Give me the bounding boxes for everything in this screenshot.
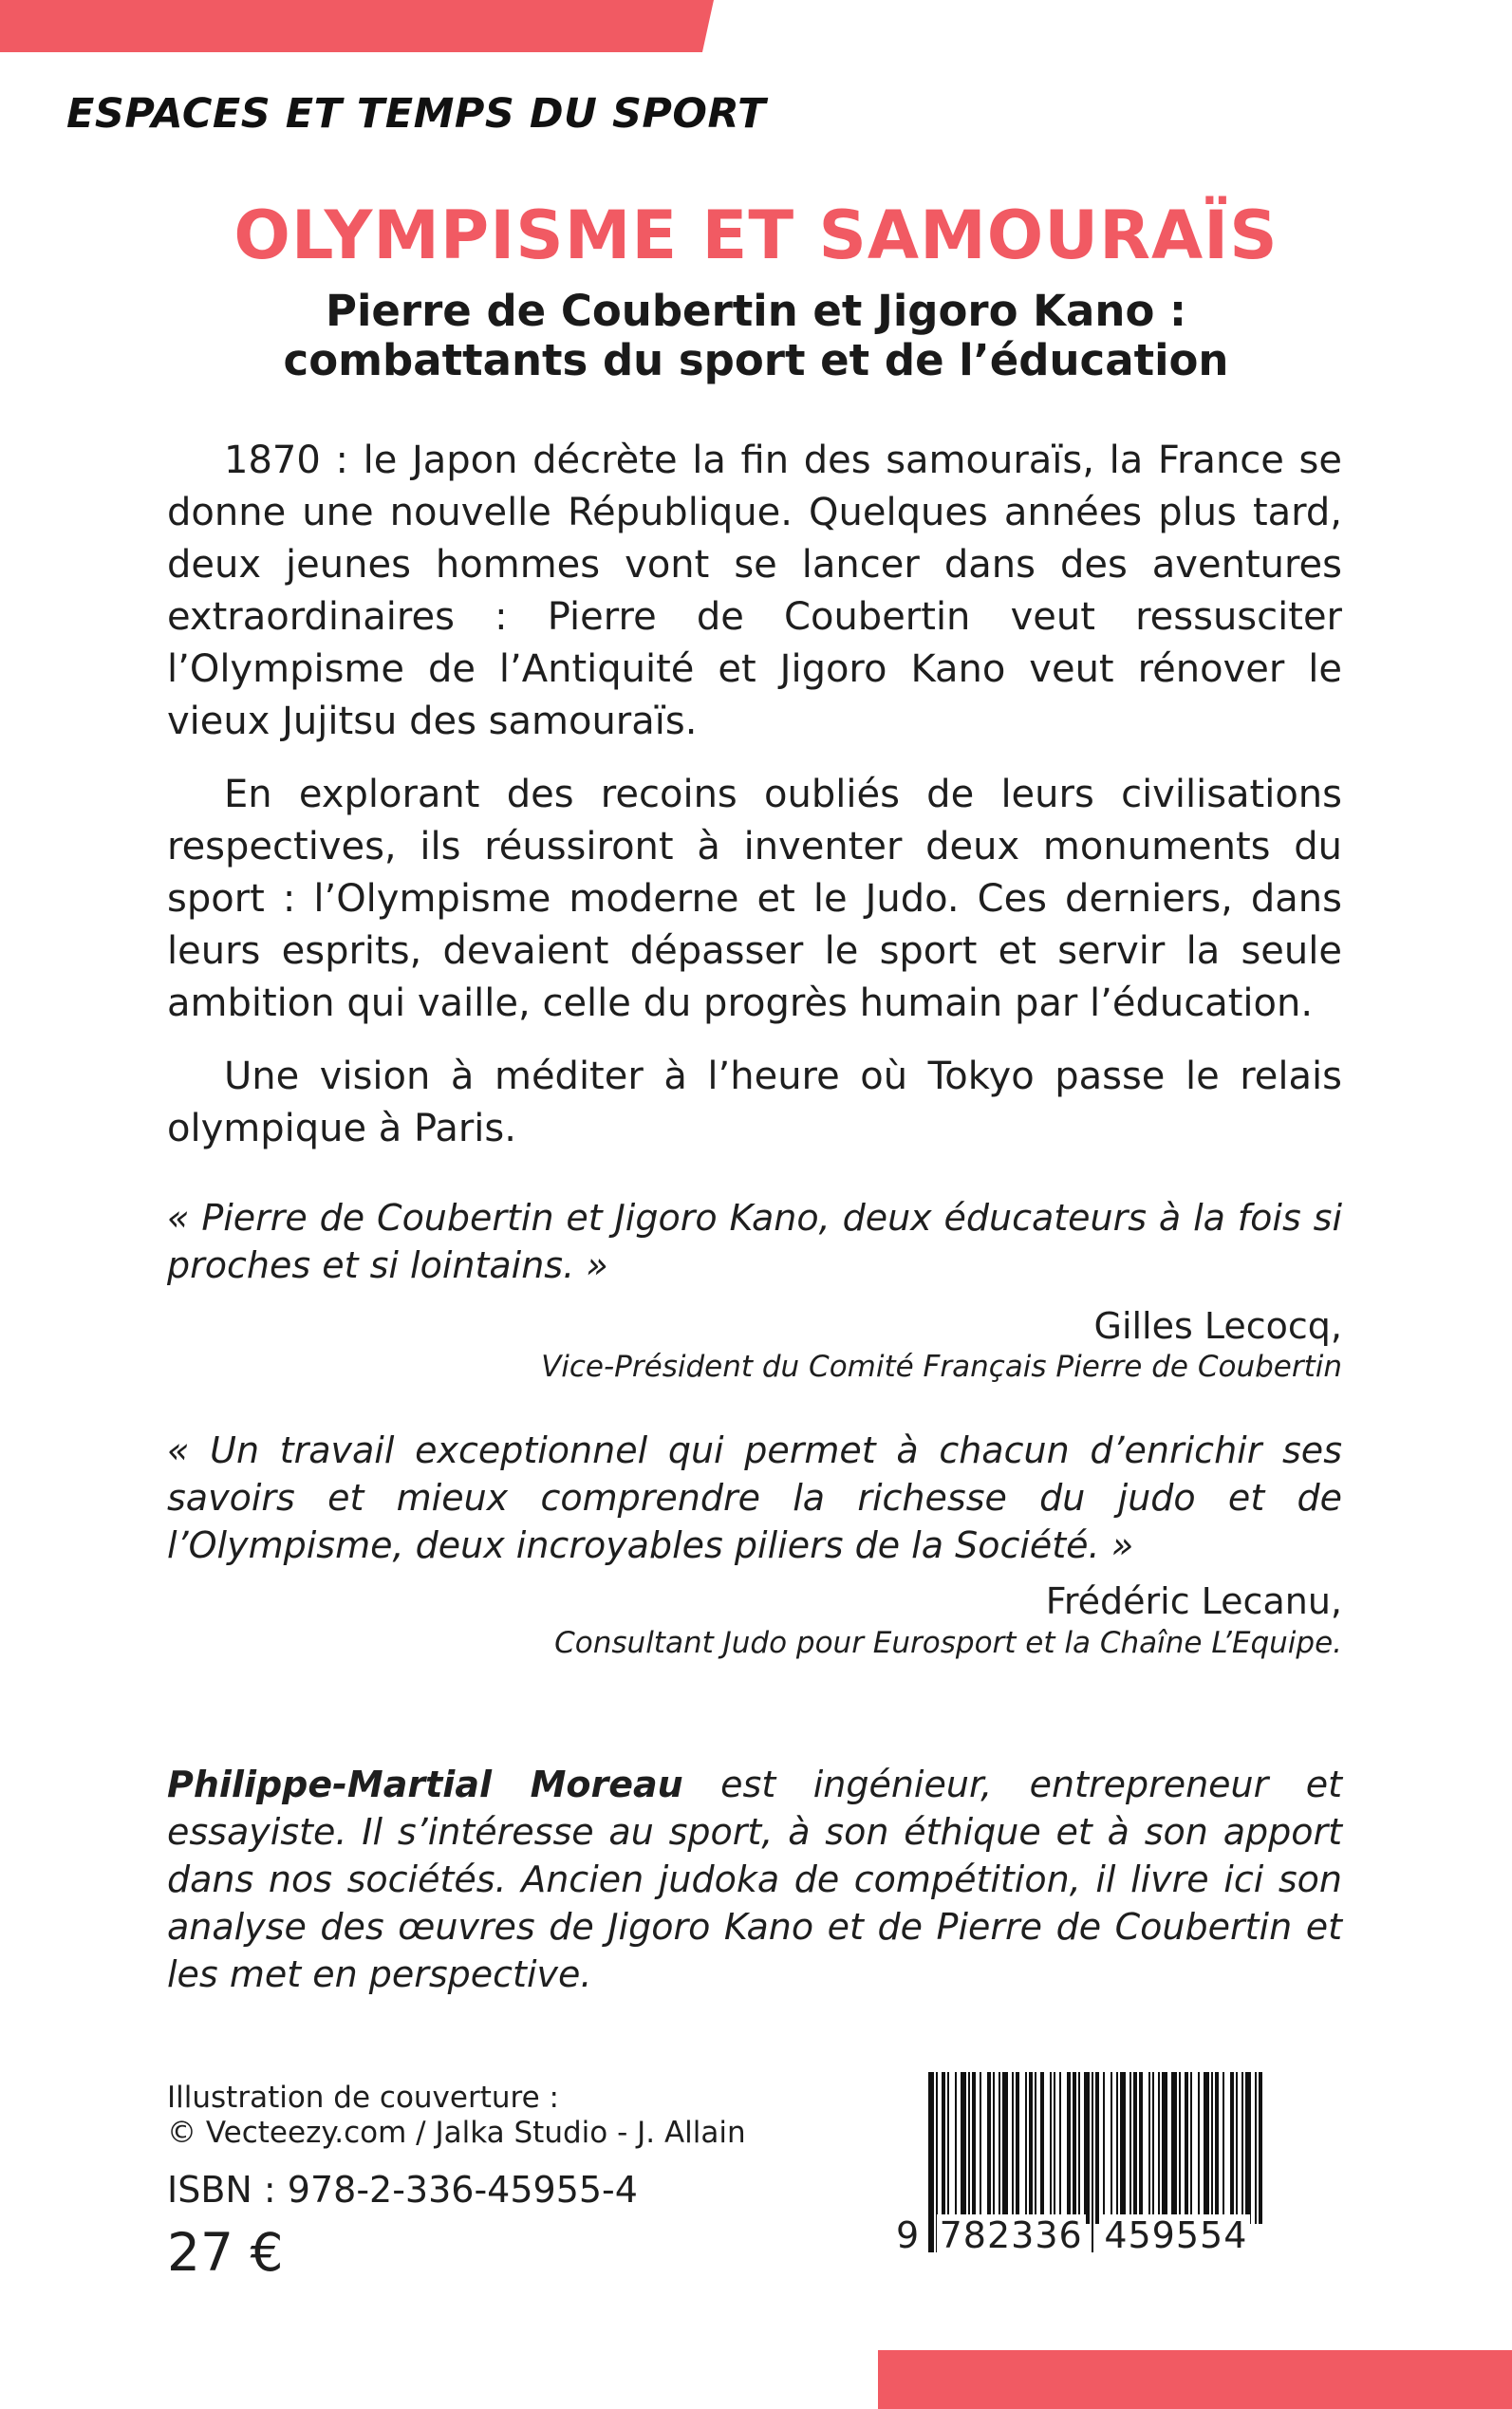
barcode-bar xyxy=(1025,2072,1027,2224)
barcode-bar xyxy=(1103,2072,1105,2224)
barcode-bar xyxy=(1133,2072,1137,2224)
barcode-bar xyxy=(1067,2072,1071,2224)
subtitle-line-1: Pierre de Coubertin et Jigoro Kano : xyxy=(325,286,1187,336)
barcode-bar xyxy=(972,2072,976,2224)
barcode-bar xyxy=(1120,2072,1126,2224)
barcode-bar xyxy=(1129,2072,1131,2224)
barcode-bar xyxy=(1241,2072,1243,2224)
barcode-bar xyxy=(1054,2072,1055,2224)
barcode-bar xyxy=(1084,2072,1090,2224)
barcode-bar xyxy=(1035,2072,1036,2224)
barcode-bar xyxy=(942,2072,945,2224)
barcode-bar xyxy=(1012,2072,1014,2224)
book-title: OLYMPISME ET SAMOURAÏS xyxy=(233,196,1279,274)
barcode-bar xyxy=(1162,2072,1167,2224)
book-subtitle xyxy=(0,287,1512,385)
barcode-bar xyxy=(1204,2072,1209,2224)
series-name: ESPACES ET TEMPS DU SPORT xyxy=(66,90,766,138)
subtitle-line-2: combattants du sport et de l’éducation xyxy=(283,335,1229,385)
quote-2-author: Frédéric Lecanu, xyxy=(1045,1580,1342,1622)
summary-text xyxy=(167,435,1342,1176)
summary-paragraph-2: En explorant des recoins oubliés de leurs civilisations respectives, ils réussiront à inventer deux monuments du sport : l’Olympisme moderne et le Judo. Ces derniers, dans leurs esprits, devaient dépasser le sport et servir la seule ambition qui vaille, celle du progrès humain par l’éducation. xyxy=(167,773,1342,1025)
barcode-bar xyxy=(1078,2072,1080,2224)
barcode-bar xyxy=(1171,2072,1177,2224)
barcode-bar xyxy=(1215,2072,1219,2224)
barcode-bar xyxy=(1211,2072,1213,2224)
quote-2-text: « Un travail exceptionnel qui permet à chacun d’enrichir ses savoirs et mieux comprendre la richesse du judo et de l’Olympisme, deux incroyables piliers de la Société. » xyxy=(167,1429,1342,1566)
barcode-right-digits: 459554 xyxy=(1101,2214,1250,2256)
barcode-bar xyxy=(1095,2072,1099,2224)
barcode-bar xyxy=(961,2072,966,2224)
barcode-bar xyxy=(993,2072,995,2224)
barcode-bar xyxy=(980,2072,981,2224)
author-name: Philippe-Martial Moreau xyxy=(167,1764,683,1805)
barcode-bar xyxy=(1050,2072,1052,2224)
summary-paragraph-1: 1870 : le Japon décrète la fin des samouraïs, la France se donne une nouvelle République. Quelques années plus tard, deux jeunes hommes vont se lancer dans des aventures extraordinaires : Pierre de Coubertin veut ressusciter l’Olympisme de l’Antiquité et Jigoro Kano veut rénover le vieux Jujitsu des samouraïs. xyxy=(167,439,1342,743)
summary-paragraph-3: Une vision à méditer à l’heure où Tokyo passe le relais olympique à Paris. xyxy=(167,1055,1342,1150)
barcode-bar xyxy=(1002,2072,1008,2224)
barcode-bar xyxy=(1179,2072,1181,2224)
barcode-digits xyxy=(896,2214,1276,2256)
barcode-bar xyxy=(1190,2072,1192,2224)
barcode-bar xyxy=(1116,2072,1118,2224)
barcode-bar xyxy=(1040,2072,1044,2224)
credit-line-1: Illustration de couverture : xyxy=(167,2081,559,2115)
isbn: ISBN : 978-2-336-45955-4 xyxy=(167,2169,638,2211)
quote-1-author: Gilles Lecocq, xyxy=(1093,1305,1342,1347)
barcode-bar xyxy=(1223,2072,1224,2224)
barcode-bar xyxy=(1245,2072,1251,2224)
bottom-accent-band xyxy=(878,2350,1512,2409)
barcode-bar xyxy=(999,2072,1000,2224)
barcode-bar xyxy=(1111,2072,1112,2224)
barcode-bar xyxy=(1185,2072,1188,2224)
top-accent-band xyxy=(0,0,714,52)
barcode-bar xyxy=(955,2072,957,2224)
price: 27 € xyxy=(167,2222,284,2283)
barcode-bar xyxy=(1139,2072,1143,2224)
barcode-bar xyxy=(1016,2072,1019,2224)
illustration-credit xyxy=(167,2081,746,2151)
barcode-bar xyxy=(1259,2072,1262,2224)
barcode-bar xyxy=(1255,2072,1257,2224)
author-bio xyxy=(167,1761,1342,1998)
barcode-bar xyxy=(1158,2072,1160,2224)
barcode-bar xyxy=(1073,2072,1076,2224)
barcode-bar xyxy=(1059,2072,1061,2224)
barcode-first-digit: 9 xyxy=(896,2214,920,2256)
barcode-bar xyxy=(1148,2072,1150,2224)
author-bio-text: est ingénieur, entrepreneur et essayiste. Il s’intéresse au sport, à son éthique et à son apport dans nos sociétés. Ancien judoka de compétition, il livre ici son analyse des œuvres de Jigoro Kano et de Pierre de Coubertin et les met en perspective. xyxy=(167,1764,1342,1995)
barcode-bar xyxy=(1236,2072,1238,2224)
quote-1-author-role: Vice-Président du Comité Français Pierre de Coubertin xyxy=(541,1350,1342,1384)
barcode-bar xyxy=(1029,2072,1033,2224)
barcode-bar xyxy=(1198,2072,1200,2224)
quote-2-author-role: Consultant Judo pour Eurosport et la Chaîne L’Equipe. xyxy=(554,1626,1342,1660)
barcode-bar xyxy=(1230,2072,1234,2224)
barcode-bar xyxy=(968,2072,970,2224)
barcode-bar xyxy=(947,2072,949,2224)
barcode-left-digits: 782336 xyxy=(937,2214,1086,2256)
barcode-bar xyxy=(1152,2072,1154,2224)
barcode-bar xyxy=(987,2072,991,2224)
credit-line-2: © Vecteezy.com / Jalka Studio - J. Allain xyxy=(167,2116,746,2150)
quote-1-text: « Pierre de Coubertin et Jigoro Kano, deux éducateurs à la fois si proches et si lointains. » xyxy=(167,1197,1342,1286)
